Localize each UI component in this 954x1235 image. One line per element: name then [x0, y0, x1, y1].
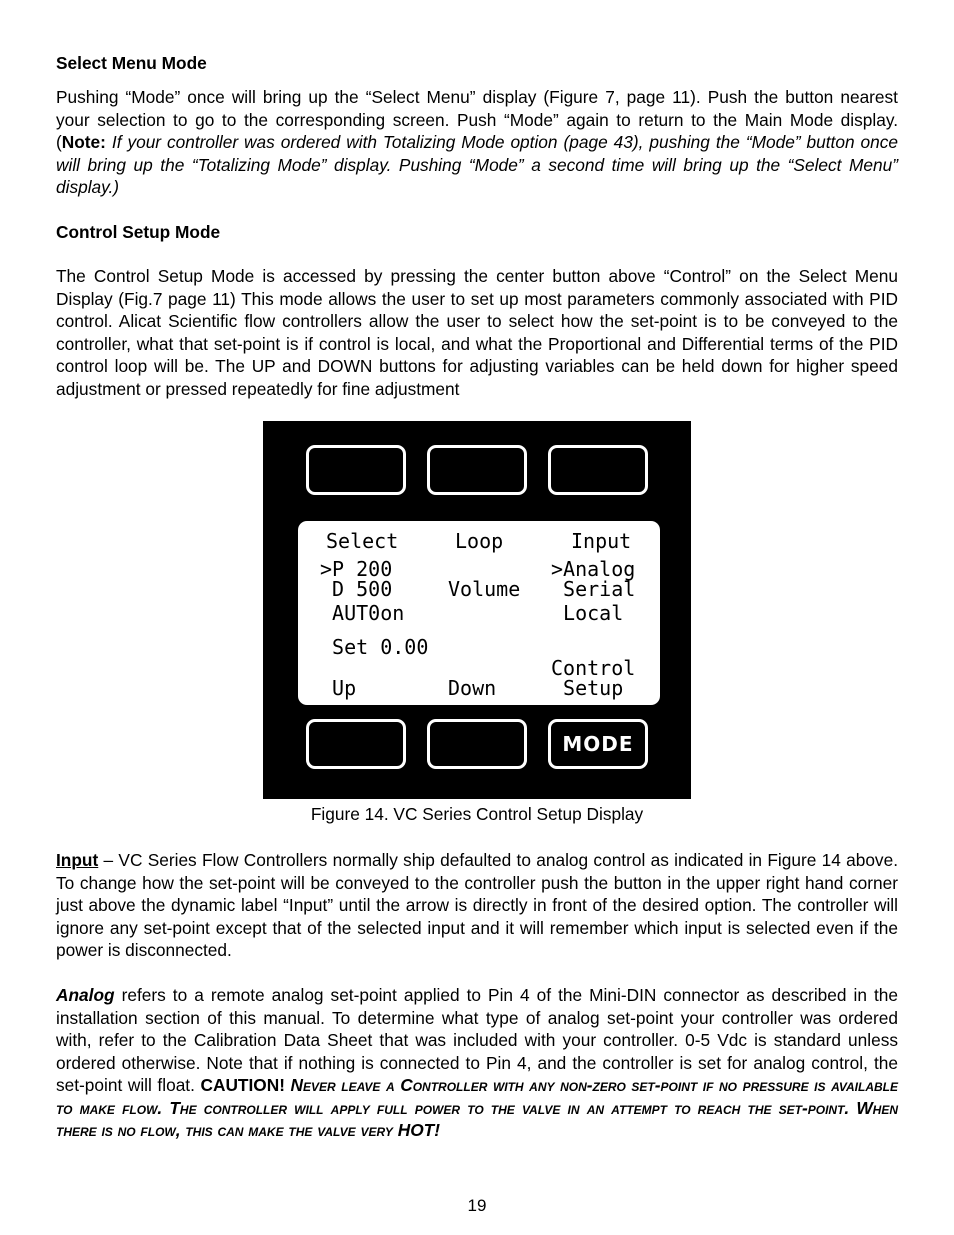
control-setup-heading: Control Setup Mode	[56, 222, 221, 242]
analog-body: refers to a remote analog set-point applied to Pin 4 of the Mini-DIN connector as described in the installation section of this manual. To determine what type of analog set-point your controller was ordered with, refer to the Calibration Data Sheet that was included with your controller. 0-5 Vdc is standard unless ordered otherwise. Note that if nothing is connected to Pin 4, and the controller is set for analog control, the set-point will float.	[56, 985, 898, 1095]
volume-label: Volume	[448, 577, 521, 601]
input-paragraph	[56, 849, 898, 962]
up-label: Up	[320, 676, 357, 700]
analog-label: Analog	[56, 985, 115, 1005]
input-body: – VC Series Flow Controllers normally ship defaulted to analog control as indicated in Figure 14 above. To change how the set-point will be conveyed to the controller push the button in the upper right hand corner just above the dynamic label “Input” until the arrow is directly in front of the desired option. The controller will ignore any set-point except that of the selected input and it will remember which input is selected even if the power is disconnected.	[56, 850, 898, 960]
lcd-screen	[298, 521, 660, 705]
control-setup-paragraph: The Control Setup Mode is accessed by pressing the center button above “Control” on the Select Menu Display (Fig.7 page 11) This mode allows the user to set up most parameters commonly associated with PID control. Alicat Scientific flow controllers allow the user to select how the set-point is to be conveyed to the controller, what that set-point is if control is local, and what the Proportional and Differential terms of the PID control loop will be. The UP and DOWN buttons for adjusting variables can be held down for higher speed adjustment or pressed repeatedly for fine adjustment	[56, 266, 898, 399]
d-value: D 500	[320, 577, 393, 601]
page-number: 19	[467, 1196, 487, 1215]
local-option: Local	[551, 601, 624, 625]
bottom-left-button	[306, 719, 406, 769]
figure-caption: Figure 14. VC Series Control Setup Display	[310, 804, 644, 824]
setpoint-value: Set 0.00	[320, 635, 429, 659]
note-text: If your controller was ordered with Totalizing Mode option (page 43), pushing the “Mode” button once will bring up the “Totalizing Mode” display. Pushing “Mode” a second time will bring up the “Select Menu” display.)	[56, 132, 898, 197]
analog-paragraph	[56, 984, 898, 1142]
caution-label: CAUTION!	[200, 1075, 285, 1095]
note-label: Note:	[61, 132, 106, 152]
control-label: Control	[551, 656, 636, 680]
top-left-button	[306, 445, 406, 495]
hot-warning: HOT!	[397, 1120, 440, 1140]
select-menu-heading: Select Menu Mode	[56, 53, 207, 73]
select-menu-body: Pushing “Mode” once will bring up the “Select Menu” display (Figure 7, page 11). Push the button nearest your selection to go to the corresponding screen. Push “Mode” again to return to the Main Mode display. (	[56, 87, 898, 152]
auto-status: AUT0on	[320, 601, 405, 625]
select-menu-paragraph	[56, 86, 898, 199]
down-label: Down	[448, 676, 497, 700]
top-center-button	[427, 445, 527, 495]
bottom-center-button	[427, 719, 527, 769]
caution-text: Never leave a Controller with any non-zero set-point if no pressure is available to make flow. The controller will apply full power to the valve in an attempt to reach the set-point. When there is no flow, this can make the valve very	[56, 1075, 898, 1140]
input-label: Input	[56, 850, 99, 870]
p-value: >P 200	[320, 557, 393, 581]
controller-display-figure	[263, 421, 691, 799]
mode-button: MODE	[548, 719, 648, 769]
select-label: Select	[326, 529, 399, 553]
input-label-lcd: Input	[571, 529, 632, 553]
loop-label: Loop	[455, 529, 504, 553]
analog-option: >Analog	[551, 557, 636, 581]
serial-option: Serial	[551, 577, 636, 601]
setup-label: Setup	[551, 676, 624, 700]
top-right-button	[548, 445, 648, 495]
